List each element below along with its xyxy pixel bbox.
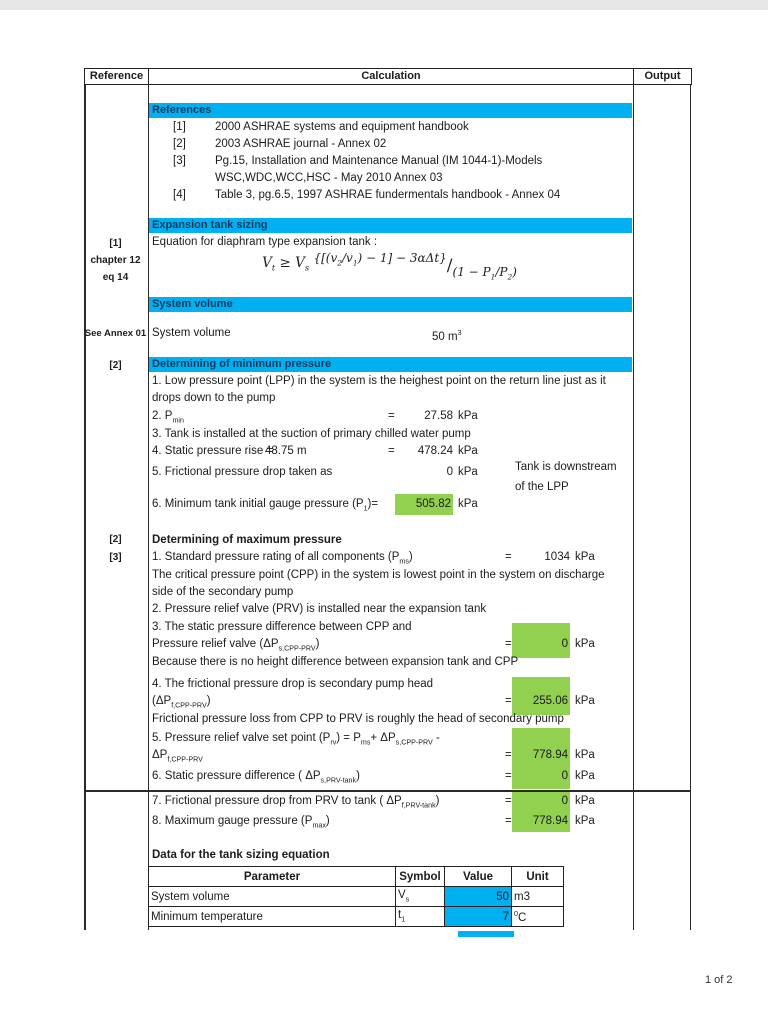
- unit-label: kPa: [575, 749, 595, 761]
- max-item3-line2: Pressure relief valve $(\Delta P_{s,CPP-PRV})$: [152, 638, 320, 653]
- max-item1-label: 1. Standard pressure rating of all components $(P_{ms})$: [152, 551, 413, 566]
- max-item5-value: 778.94: [532, 749, 568, 761]
- ref-note: chapter 12: [90, 255, 141, 266]
- max-item2: 2. Pressure relief valve (PRV) is installed near the expansion tank: [152, 603, 487, 615]
- column-header-reference: Reference: [85, 69, 149, 84]
- unit-label: kPa: [575, 551, 595, 563]
- side-note-line1: Tank is downstream: [515, 461, 617, 473]
- reference-column-divider: [148, 85, 150, 930]
- equals-sign: =: [505, 795, 512, 807]
- reference-item-number: [4]: [173, 189, 186, 201]
- header-symbol: Symbol: [396, 867, 445, 887]
- section-bar-expansion-tank-sizing: Expansion tank sizing: [149, 218, 632, 233]
- equals-sign: =: [505, 551, 512, 563]
- reference-item-text: 2003 ASHRAE journal - Annex 02: [215, 138, 387, 150]
- equals-sign: =: [388, 445, 395, 457]
- ref-note: eq 14: [102, 272, 129, 283]
- equation-fraction-slash: /: [446, 256, 453, 276]
- reference-item-number: [1]: [173, 121, 186, 133]
- section-bar-min-pressure: Determining of minimum pressure: [149, 357, 632, 372]
- max-item8-label: 8. Maximum gauge pressure $(P_{max})$: [152, 815, 330, 830]
- min-item6-value: 505.82: [415, 498, 451, 510]
- row-divider-line: [84, 790, 691, 792]
- min-item4-label: 4. Static pressure rise =: [152, 445, 274, 457]
- equals-sign: =: [505, 770, 512, 782]
- cutoff-next-row-cell-fragment: [458, 931, 514, 937]
- min-item4-metres: 48.75 m: [265, 445, 307, 457]
- equation-denominator: $(1 - P_1/P_2)$: [452, 265, 517, 282]
- max-item5-line2: $\Delta P_{f,CPP-PRV}$: [152, 749, 203, 764]
- table-border-right: [690, 85, 692, 930]
- min-item1-line2: drops down to the pump: [152, 392, 276, 404]
- max-item4-line1: 4. The frictional pressure drop is secondary pump head: [152, 678, 434, 690]
- unit-label: kPa: [458, 466, 478, 478]
- equation-numerator: $\{[(v_2/v_1) - 1] - 3\alpha\Delta t\}$: [313, 251, 447, 268]
- data-table-header-row: [149, 867, 564, 887]
- min-item2-label: 2. $P_{min}$: [152, 410, 184, 425]
- data-table-title: Data for the tank sizing equation: [152, 849, 330, 861]
- min-item6-label: 6. Minimum tank initial gauge pressure $(P_1)=$: [152, 498, 379, 513]
- unit-label: kPa: [575, 695, 595, 707]
- header-parameter: Parameter: [149, 867, 396, 887]
- tank-sizing-data-table: [148, 866, 564, 927]
- cell-unit: m3: [512, 887, 564, 907]
- scan-edge-shadow: [0, 0, 768, 10]
- reference-item-number: [3]: [173, 155, 186, 167]
- ref-note: [3]: [109, 552, 122, 563]
- max-item3-line1: 3. The static pressure difference between CPP and: [152, 621, 412, 633]
- sheet-header-row: [84, 68, 692, 85]
- system-volume-label: System volume: [152, 327, 231, 339]
- cell-value-highlighted: 7: [445, 907, 512, 927]
- ref-note: [2]: [109, 534, 122, 545]
- header-unit: Unit: [512, 867, 564, 887]
- equals-sign: =: [388, 410, 395, 422]
- max-item7-label: 7. Frictional pressure drop from PRV to tank ( $\Delta P_{f,PRV-tank}$): [152, 795, 440, 810]
- equation-lhs: $V_t \ge V_s$: [262, 255, 310, 273]
- ref-note: [2]: [109, 360, 122, 371]
- system-volume-value: 50 $m^3$: [432, 329, 462, 343]
- max-item8-value: 778.94: [532, 815, 568, 827]
- max-item1-note2: side of the secondary pump: [152, 586, 294, 598]
- section-bar-references: References: [149, 103, 632, 118]
- table-border-left: [84, 85, 86, 930]
- unit-label: kPa: [458, 410, 478, 422]
- max-item1-value: 1034: [544, 551, 570, 563]
- unit-label: kPa: [575, 795, 595, 807]
- equation-intro: Equation for diaphram type expansion tank :: [152, 236, 378, 248]
- page-number: 1 of 2: [705, 974, 733, 986]
- max-pressure-heading: Determining of maximum pressure: [152, 534, 342, 546]
- min-item5-label: 5. Frictional pressure drop taken as: [152, 466, 333, 478]
- max-item4-note: Frictional pressure loss from CPP to PRV is roughly the head of secondary pump: [152, 713, 564, 725]
- equals-sign: =: [505, 749, 512, 761]
- section-bar-system-volume: System volume: [149, 297, 632, 312]
- cell-unit: $^0$C: [512, 907, 564, 927]
- reference-item-text: WSC,WDC,WCC,HSC - May 2010 Annex 03: [215, 172, 443, 184]
- cell-parameter: Minimum temperature: [149, 907, 396, 927]
- max-item4-value: 255.06: [532, 695, 568, 707]
- cell-parameter: System volume: [149, 887, 396, 907]
- equals-sign: =: [505, 815, 512, 827]
- reference-item-text: Table 3, pg.6.5, 1997 ASHRAE fundermentals handbook - Annex 04: [215, 189, 561, 201]
- max-item5-line1: 5. Pressure relief valve set point $(P_{rv}) = P_{ms}+ \Delta P_{s,CPP-PRV}$ -: [152, 732, 440, 747]
- header-value: Value: [445, 867, 512, 887]
- side-note-line2: of the LPP: [515, 481, 569, 493]
- min-item3: 3. Tank is installed at the suction of primary chilled water pump: [152, 428, 471, 440]
- cell-value-highlighted: 50: [445, 887, 512, 907]
- ref-note-see-annex: See Annex 01: [84, 328, 147, 339]
- unit-label: kPa: [575, 815, 595, 827]
- unit-label: kPa: [458, 498, 478, 510]
- column-header-calculation: Calculation: [149, 69, 634, 84]
- table-row: [149, 907, 564, 927]
- max-item3-note: Because there is no height difference between expansion tank and CPP: [152, 656, 519, 668]
- min-item4-value: 478.24: [417, 445, 453, 457]
- sheet-body: [84, 85, 692, 937]
- reference-item-text: 2000 ASHRAE systems and equipment handbook: [215, 121, 469, 133]
- output-column-divider: [633, 85, 635, 930]
- max-item1-note1: The critical pressure point (CPP) in the system is lowest point in the system on discharge: [152, 569, 605, 581]
- max-item6-label: 6. Static pressure difference ( $\Delta P_{s,PRV-tank}$): [152, 770, 360, 785]
- max-item6-value: 0: [561, 770, 568, 782]
- min-item2-value: 27.58: [424, 410, 453, 422]
- unit-label: kPa: [575, 638, 595, 650]
- expansion-tank-equation: [148, 251, 631, 282]
- reference-item-number: [2]: [173, 138, 186, 150]
- cell-symbol: $t_1$: [396, 907, 445, 927]
- column-header-output: Output: [644, 70, 681, 82]
- cell-symbol: $V_s$: [396, 887, 445, 907]
- min-item5-value: 0: [446, 466, 453, 478]
- max-item7-value: 0: [561, 795, 568, 807]
- min-item1-line1: 1. Low pressure point (LPP) in the system is the heighest point on the return line just as it: [152, 375, 606, 387]
- unit-label: kPa: [458, 445, 478, 457]
- table-row: [149, 887, 564, 907]
- ref-note: [1]: [109, 238, 122, 249]
- equals-sign: =: [505, 638, 512, 650]
- reference-item-text: Pg.15, Installation and Maintenance Manual (IM 1044-1)-Models: [215, 155, 543, 167]
- max-item3-value: 0: [561, 638, 568, 650]
- unit-label: kPa: [575, 770, 595, 782]
- equals-sign: =: [505, 695, 512, 707]
- max-item4-line2: $(\Delta P_{f,CPP-PRV})$: [152, 695, 211, 710]
